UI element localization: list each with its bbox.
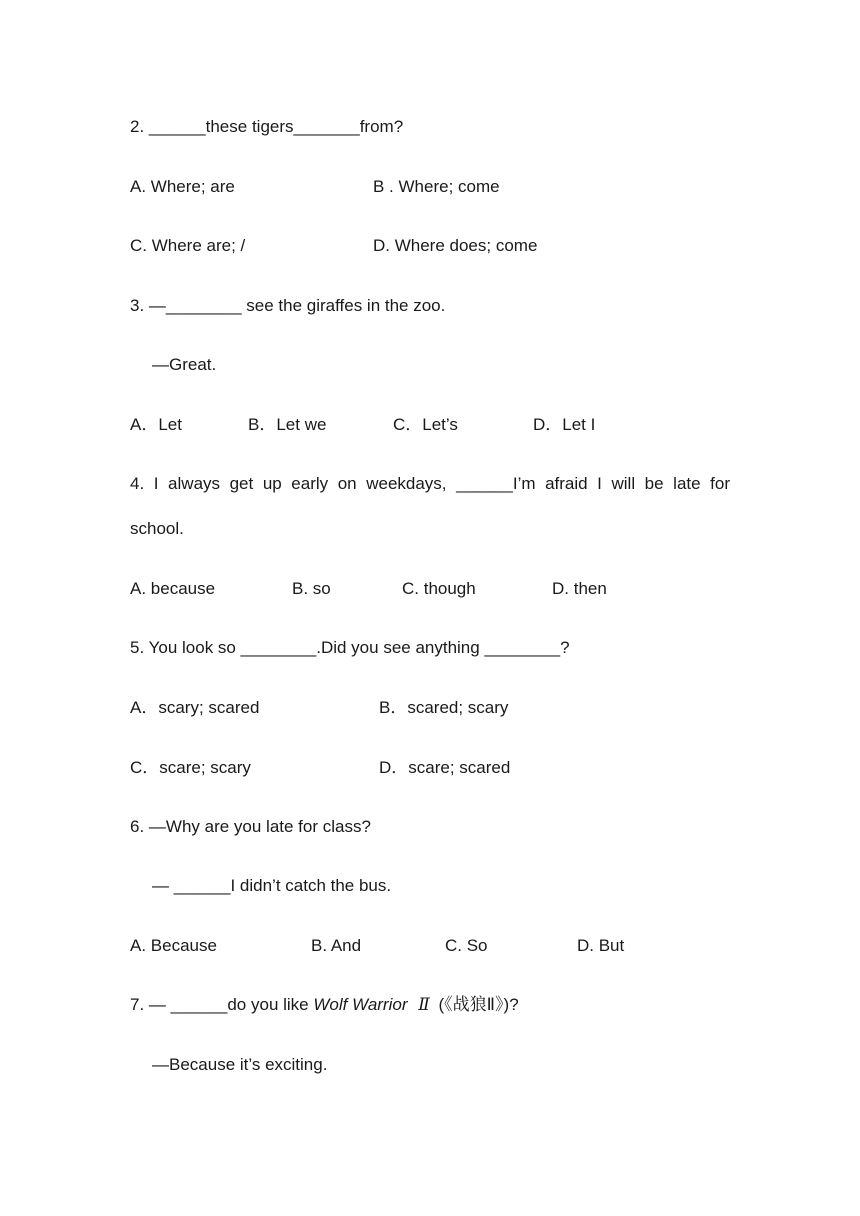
question-4-stem-line-2: school. — [130, 519, 184, 538]
question-3-stem: 3. —________ see the giraffes in the zoo. — [130, 296, 446, 315]
question-4-option-c: C. though — [402, 579, 476, 598]
question-4-option-b: B. so — [292, 579, 331, 598]
question-3-option-a: A．Let — [130, 415, 182, 434]
question-7-stem-prefix: 7. — ______do you like — [130, 995, 314, 1014]
question-6-option-d: D. But — [577, 936, 625, 955]
question-6-option-c: C. So — [445, 936, 488, 955]
question-3-option-b: B．Let we — [248, 415, 327, 434]
question-6-stem: 6. —Why are you late for class? — [130, 817, 371, 836]
question-7-film-title: Wolf Warrior — [313, 995, 408, 1014]
question-7-reply: —Because it’s exciting. — [152, 1055, 328, 1074]
question-2-stem: 2. ______these tigers_______from? — [130, 117, 404, 136]
question-2-option-c: C. Where are; / — [130, 236, 246, 255]
question-4-option-a: A. because — [130, 579, 216, 598]
question-3-option-c: C．Let’s — [393, 415, 458, 434]
question-3-reply: —Great. — [152, 355, 217, 374]
question-6-option-a: A. Because — [130, 936, 217, 955]
question-2-option-a: A. Where; are — [130, 177, 235, 196]
question-7-stem — [130, 994, 519, 1016]
question-6-reply: — ______I didn’t catch the bus. — [152, 876, 392, 895]
question-4-stem-line-1: 4. I always get up early on weekdays, ______I’m afraid I will be late for — [130, 474, 730, 493]
question-2-option-d: D. Where does; come — [373, 236, 538, 255]
question-6-option-b: B. And — [311, 936, 362, 955]
question-5-stem: 5. You look so ________.Did you see anything ________? — [130, 638, 570, 657]
question-2-option-b: B . Where; come — [373, 177, 500, 196]
question-5-option-a: A．scary; scared — [130, 698, 260, 717]
question-5-option-c: C．scare; scary — [130, 758, 251, 777]
question-5-option-d: D．scare; scared — [379, 758, 511, 777]
question-3-option-d: D．Let I — [533, 415, 596, 434]
question-7-roman-numeral: Ⅱ — [418, 995, 430, 1015]
question-7-stem-suffix: (《战狼Ⅱ》)? — [433, 995, 519, 1014]
question-4-option-d: D. then — [552, 579, 607, 598]
question-5-option-b: B．scared; scary — [379, 698, 509, 717]
